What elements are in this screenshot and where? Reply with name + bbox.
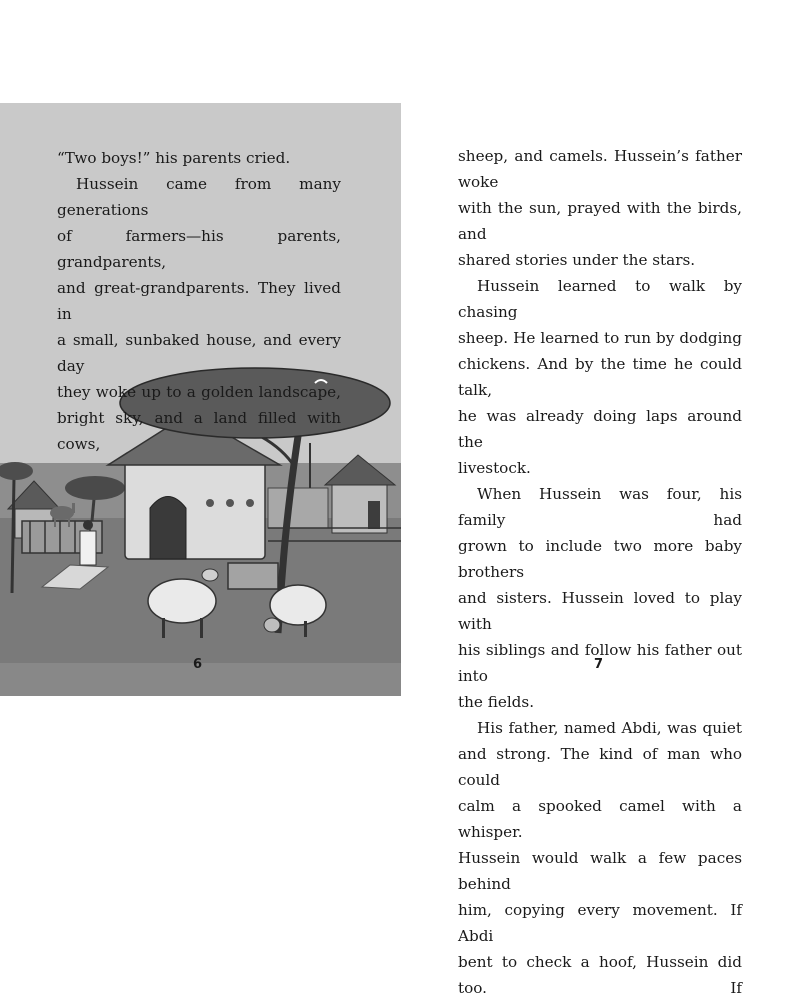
text-line: livestock. [458,459,531,477]
text-line: him, copying every movement. If Abdi [458,901,742,945]
text-line: with the sun, prayed with the birds, and [458,199,742,243]
text-line: Hussein came from many generations [57,175,341,219]
text-line: and sisters. Hussein loved to play with [458,589,742,633]
text-line: grown to include two more baby brothers [458,537,742,581]
text-line: of farmers—his parents, grandparents, [57,227,341,271]
text-line: and great-grandparents. They lived in [57,279,341,323]
text-line: the fields. [458,693,535,711]
text-line: sheep. He learned to run by dodging [458,329,742,347]
left-page [0,103,401,696]
text-line: they woke up to a golden landscape, [57,383,341,401]
page-number-left: 6 [193,657,203,672]
text-line: and strong. The kind of man who could [458,745,742,789]
text-line: chickens. And by the time he could talk, [458,355,742,399]
text-line: Hussein learned to walk by chasing [458,277,742,321]
right-page-text [458,143,742,1001]
text-line: his siblings and follow his father out into [458,641,742,685]
text-line: When Hussein was four, his family had [458,485,742,529]
text-line: bright sky, and a land filled with cows, [57,409,341,453]
crate [228,563,278,589]
text-line: he was already doing laps around the [458,407,742,451]
text-line: bent to check a hoof, Hussein did too. If [458,953,742,997]
text-line: His father, named Abdi, was quiet [477,719,742,737]
text-line: Hussein would walk a few paces behind [458,849,742,893]
text-line: a small, sunbaked house, and every day [57,331,341,375]
text-line: sheep, and camels. Hussein’s father woke [458,147,742,191]
page-number-right: 7 [594,657,604,672]
text-line: calm a spooked camel with a whisper. [458,797,742,841]
text-line: shared stories under the stars. [458,251,696,269]
text-line: “Two boys!” his parents cried. [57,149,291,167]
left-page-text [57,145,341,457]
